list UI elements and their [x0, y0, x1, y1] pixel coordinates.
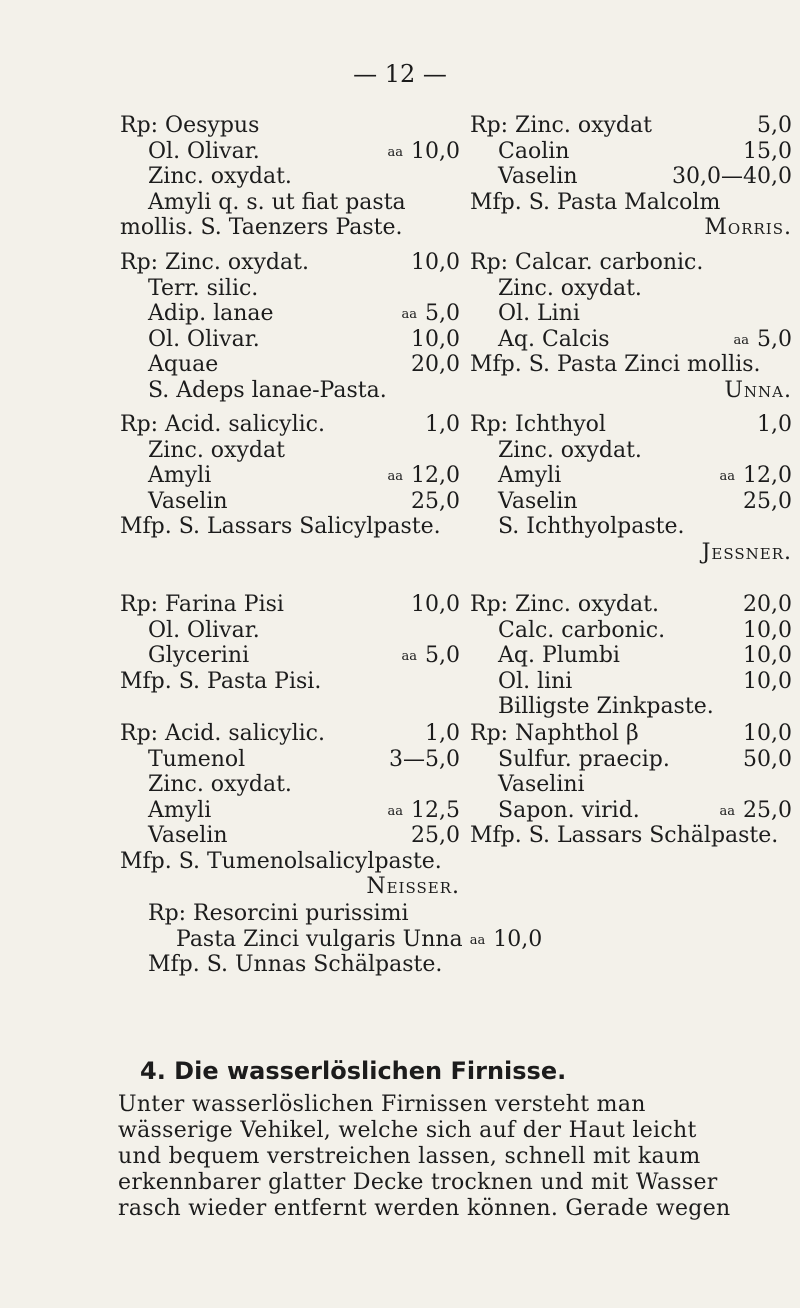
- quantity: 10,0: [743, 721, 792, 746]
- aa-mark: aa: [733, 332, 749, 348]
- quantity: 10,0: [411, 592, 460, 617]
- recipe-line: Rp: Zinc. oxydat. 10,0: [120, 250, 460, 275]
- quantity: 10,0: [743, 617, 792, 643]
- recipe-line: Calc. carbonic. 10,0: [498, 617, 792, 643]
- quantity: 1,0: [425, 721, 460, 746]
- quantity: 10,0: [493, 926, 543, 952]
- recipe-line: Vaselin 25,0: [148, 488, 460, 514]
- recipe-billigste-zinkpaste: [470, 592, 800, 720]
- recipe-line: Adip. lanae aa 5,0: [148, 301, 460, 326]
- quantity: 15,0: [743, 138, 792, 164]
- quantity: 5,0: [757, 326, 792, 352]
- recipe-line: Ol. Olivar. 10,0: [148, 326, 460, 352]
- quantity: 10,0: [743, 643, 792, 668]
- recipe-author: Morris.: [704, 215, 792, 240]
- recipe-line: Aq. Plumbi 10,0: [498, 643, 792, 668]
- recipe-line: Rp: Resorcini purissimi: [148, 901, 409, 926]
- recipe-line: Amyli q. s. ut fiat pasta: [148, 189, 406, 215]
- recipe-line: Tumenol 3—5,0: [148, 746, 460, 772]
- recipe-lassars-salicylpaste: [120, 412, 460, 540]
- recipe-line: Aquae 20,0: [148, 352, 460, 377]
- aa-mark: aa: [719, 803, 736, 819]
- recipe-line: Rp: Zinc. oxydat. 20,0: [470, 592, 792, 617]
- recipe-line: Zinc. oxydat.: [498, 437, 642, 463]
- quantity: 10,0: [411, 250, 460, 275]
- paragraph-line: erkennbarer glatter Decke trocknen und mit Wasser: [118, 1170, 718, 1195]
- recipe-signature: Mfp. S. Tumenolsalicylpaste.: [120, 848, 442, 874]
- recipe-pasta-zinci-mollis: [470, 250, 800, 403]
- recipe-signature: Billigste Zinkpaste.: [498, 694, 714, 719]
- quantity: 12,0: [743, 463, 792, 488]
- recipe-line: Rp: Zinc. oxydat 5,0: [470, 113, 792, 138]
- recipe-line: Rp: Acid. salicylic. 1,0: [120, 721, 460, 746]
- recipe-line: Caolin 15,0: [498, 138, 792, 164]
- quantity: 12,0: [411, 463, 460, 488]
- page-number: — 12 —: [353, 60, 447, 88]
- recipe-line: Rp: Acid. salicylic. 1,0: [120, 412, 460, 437]
- recipe-signature: Mfp. S. Lassars Schälpaste.: [470, 823, 779, 848]
- recipe-line: Rp: Oesypus: [120, 113, 260, 138]
- recipe-taenzers-paste: [120, 113, 460, 241]
- quantity: 50,0: [743, 746, 792, 772]
- recipe-signature: Mfp. S. Pasta Zinci mollis.: [470, 352, 761, 377]
- aa-mark: aa: [387, 144, 404, 160]
- recipe-signature: Mfp. S. Pasta Malcolm: [470, 189, 721, 215]
- recipe-line: Amyli aa 12,0: [148, 463, 460, 488]
- recipe-line: Vaselin 25,0: [498, 488, 792, 514]
- quantity: 1,0: [425, 412, 460, 437]
- quantity: 25,0: [743, 797, 792, 823]
- recipe-line: Vaselin 30,0—40,0: [498, 164, 792, 189]
- recipe-line: Amyli aa 12,5: [148, 797, 460, 823]
- recipe-line: Ol. Lini: [498, 301, 580, 326]
- recipe-signature: Mfp. S. Lassars Salicylpaste.: [120, 514, 441, 539]
- recipe-author: Neisser.: [366, 874, 460, 899]
- quantity: 5,0: [425, 643, 460, 668]
- recipe-author: Jessner.: [701, 539, 792, 565]
- quantity: 12,5: [411, 797, 460, 823]
- paragraph-line: und bequem verstreichen lassen, schnell mit kaum: [118, 1144, 701, 1169]
- quantity: 25,0: [411, 823, 460, 848]
- paragraph-line: rasch wieder entfernt werden können. Gerade wegen: [118, 1196, 731, 1221]
- recipe-line: Sulfur. praecip. 50,0: [498, 746, 792, 772]
- recipe-line: Terr. silic.: [148, 275, 259, 301]
- recipe-line: Rp: Naphthol β 10,0: [470, 721, 792, 746]
- recipe-author: Unna.: [724, 377, 792, 403]
- recipe-line: Rp: Ichthyol 1,0: [470, 412, 792, 437]
- quantity: 20,0: [743, 592, 792, 617]
- aa-mark: aa: [387, 469, 404, 484]
- quantity: 5,0: [425, 301, 460, 326]
- quantity: 10,0: [411, 326, 460, 352]
- quantity: 30,0—40,0: [672, 164, 792, 189]
- paragraph-line: wässerige Vehikel, welche sich auf der Haut leicht: [118, 1118, 697, 1143]
- recipe-line: Zinc. oxydat.: [148, 772, 292, 797]
- recipe-ichthyolpaste: [470, 412, 800, 565]
- recipe-line: Ol. Olivar.: [148, 617, 260, 643]
- recipe-line: Rp: Farina Pisi 10,0: [120, 592, 460, 617]
- recipe-line: Zinc. oxydat.: [498, 275, 642, 301]
- recipe-line: Ol. Olivar. aa 10,0: [148, 138, 460, 164]
- recipe-line: Vaselini: [498, 772, 585, 797]
- recipe-signature: Mfp. S. Unnas Schälpaste.: [148, 952, 443, 977]
- quantity: 10,0: [411, 138, 460, 164]
- recipe-tumenolsalicylpaste: [120, 721, 460, 900]
- recipe-pasta-malcolm-morris: [470, 113, 800, 241]
- quantity: 20,0: [411, 352, 460, 377]
- aa-mark: aa: [387, 803, 404, 819]
- quantity: 3—5,0: [389, 746, 460, 772]
- recipe-signature: S. Ichthyolpaste.: [498, 514, 685, 539]
- aa-mark: aa: [469, 932, 486, 948]
- recipe-signature: mollis. S. Taenzers Paste.: [120, 215, 403, 240]
- aa-mark: aa: [401, 649, 417, 664]
- recipe-line: Rp: Calcar. carbonic.: [470, 250, 704, 275]
- recipe-line: Aq. Calcis aa 5,0: [498, 326, 792, 352]
- aa-mark: aa: [401, 307, 417, 322]
- aa-mark: aa: [719, 469, 736, 484]
- quantity: 10,0: [743, 668, 792, 694]
- recipe-line: Glycerini aa 5,0: [148, 643, 460, 668]
- recipe-unnas-schaelpaste: [148, 901, 768, 978]
- recipe-adeps-lanae-pasta: [120, 250, 460, 403]
- recipe-line: Sapon. virid. aa 25,0: [498, 797, 792, 823]
- recipe-line: Pasta Zinci vulgaris Unna aa 10,0: [176, 926, 543, 952]
- recipe-lassars-schaelpaste: [470, 721, 800, 849]
- section-heading: 4. Die wasserlöslichen Firnisse.: [140, 1057, 567, 1085]
- quantity: 1,0: [757, 412, 792, 437]
- recipe-line: Amyli aa 12,0: [498, 463, 792, 488]
- quantity: 25,0: [411, 488, 460, 514]
- recipe-line: Ol. lini 10,0: [498, 668, 792, 694]
- paragraph-line: Unter wasserlöslichen Firnissen versteht man: [118, 1092, 646, 1117]
- recipe-line: Zinc. oxydat.: [148, 164, 292, 189]
- quantity: 25,0: [743, 488, 792, 514]
- recipe-line: Zinc. oxydat: [148, 437, 285, 463]
- body-paragraph: [118, 1092, 738, 1222]
- recipe-signature: S. Adeps lanae-Pasta.: [148, 377, 387, 403]
- quantity: 5,0: [757, 113, 792, 138]
- recipe-line: Vaselin 25,0: [148, 823, 460, 848]
- recipe-signature: Mfp. S. Pasta Pisi.: [120, 668, 322, 694]
- recipe-pasta-pisi: [120, 592, 460, 694]
